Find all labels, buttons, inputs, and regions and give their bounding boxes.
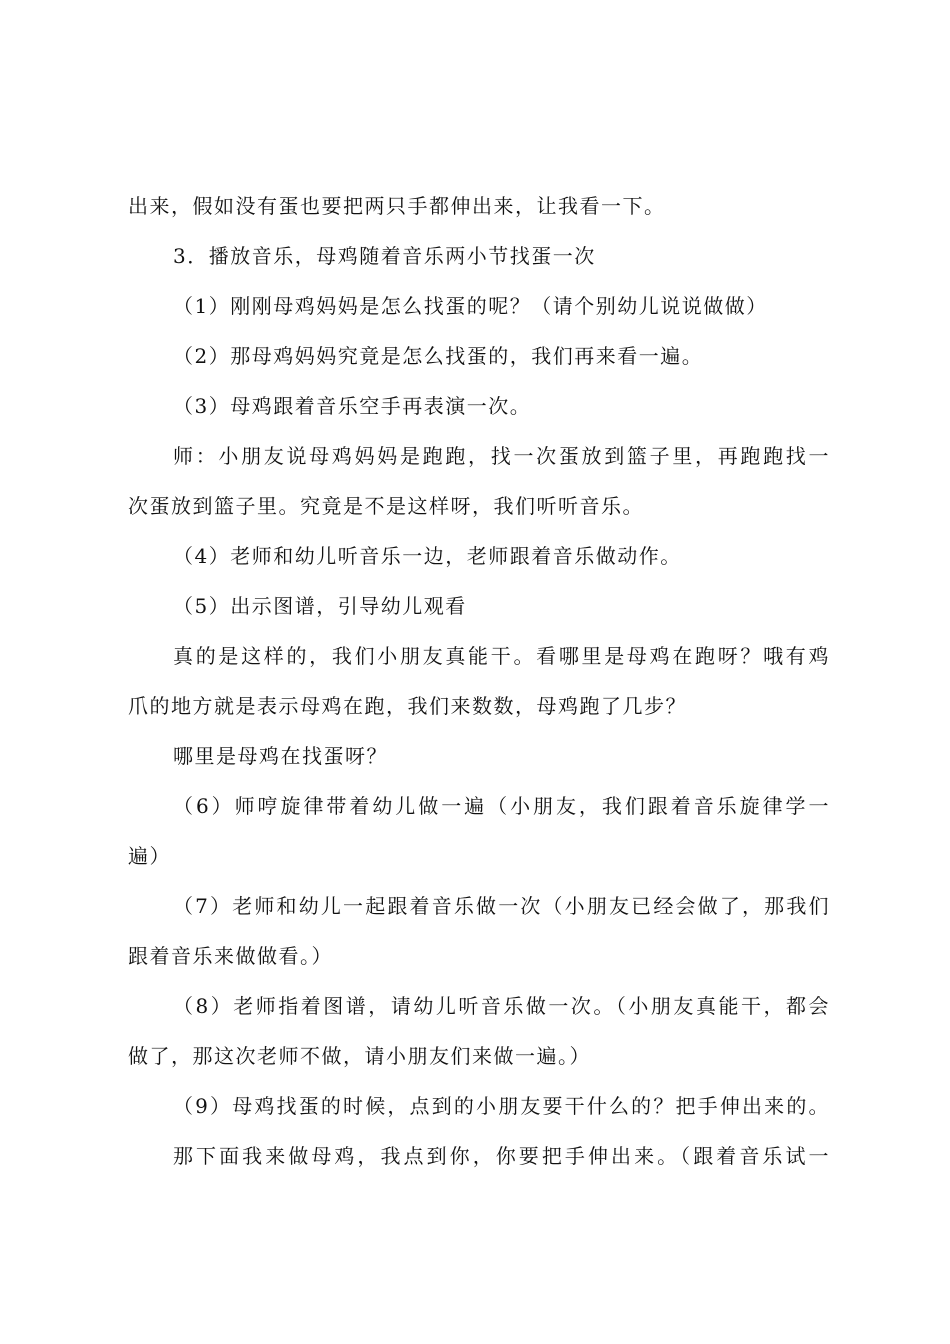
paragraph-line: 3．播放音乐，母鸡随着音乐两小节找蛋一次 [173,244,596,268]
paragraph-line: 爪的地方就是表示母鸡在跑，我们来数数，母鸡跑了几步？ [128,694,687,718]
paragraph-line: （5）出示图谱，引导幼儿观看 [173,594,467,618]
paragraph-line: （4）老师和幼儿听音乐一边，老师跟着音乐做动作。 [173,544,682,568]
paragraph-line: （1）刚刚母鸡妈妈是怎么找蛋的呢？（请个别幼儿说说做做） [173,294,768,318]
paragraph-line: （6）师哼旋律带着幼儿做一遍（小朋友，我们跟着音乐旋律学一 [173,794,830,818]
paragraph-line: 次蛋放到篮子里。究竟是不是这样呀，我们听听音乐。 [128,494,644,518]
paragraph-line: 真的是这样的，我们小朋友真能干。看哪里是母鸡在跑呀？哦有鸡 [173,644,830,668]
paragraph-line: 跟着音乐来做做看。） [128,944,333,968]
paragraph-line: 出来，假如没有蛋也要把两只手都伸出来，让我看一下。 [128,194,666,218]
paragraph-line: （3）母鸡跟着音乐空手再表演一次。 [173,394,532,418]
paragraph-line: 那下面我来做母鸡，我点到你，你要把手伸出来。（跟着音乐试一 [173,1144,830,1168]
paragraph-line: 哪里是母鸡在找蛋呀？ [173,744,388,768]
paragraph-line: （8）老师指着图谱，请幼儿听音乐做一次。（小朋友真能干，都会 [173,994,830,1018]
paragraph-line: （9）母鸡找蛋的时候，点到的小朋友要干什么的？把手伸出来的。 [173,1094,830,1118]
paragraph-line: 做了，那这次老师不做，请小朋友们来做一遍。） [128,1044,591,1068]
paragraph-line: （2）那母鸡妈妈究竟是怎么找蛋的，我们再来看一遍。 [173,344,704,368]
paragraph-line: 遍） [128,844,171,868]
paragraph-line: （7）老师和幼儿一起跟着音乐做一次（小朋友已经会做了，那我们 [173,894,830,918]
paragraph-line: 师：小朋友说母鸡妈妈是跑跑，找一次蛋放到篮子里，再跑跑找一 [173,444,830,468]
